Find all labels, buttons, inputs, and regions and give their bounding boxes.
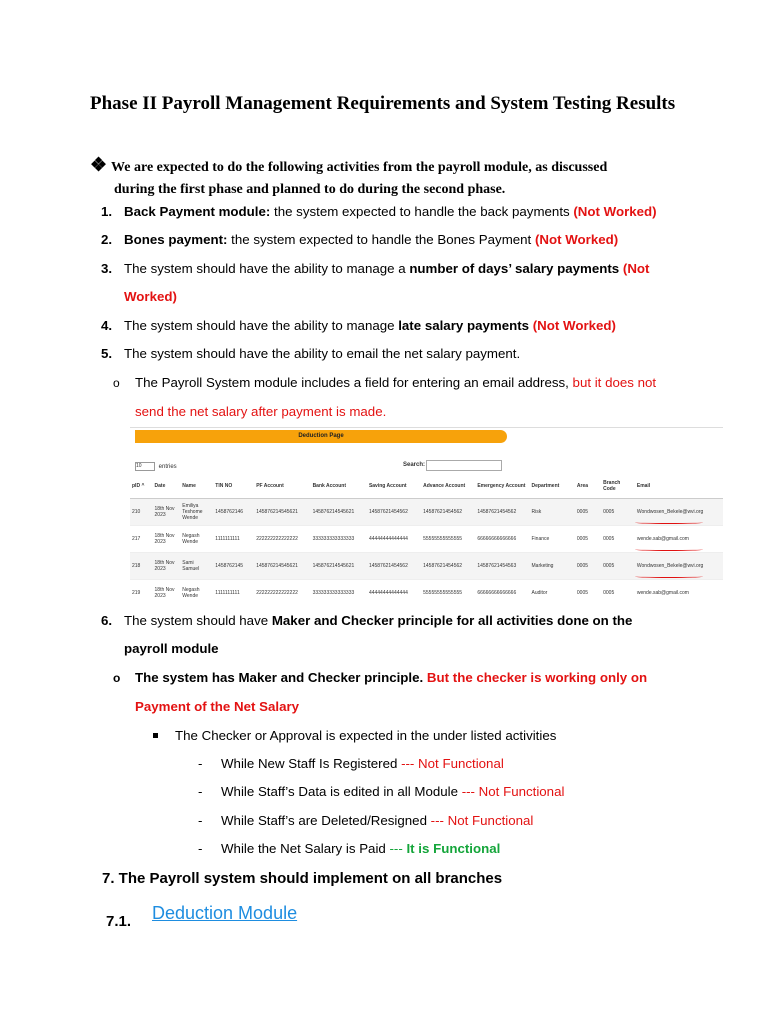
checker-text: The Checker or Approval is expected in the under listed activities: [175, 728, 557, 743]
activity-text: While Staff’s Data is edited in all Module: [221, 784, 462, 799]
table-header-row: [130, 474, 723, 499]
table-row: [130, 553, 723, 580]
sub-item-issue: But the checker is working only on: [426, 670, 648, 685]
table-cell: 18th Nov 2023: [153, 526, 181, 553]
table-cell: 14587621454563: [475, 553, 529, 580]
table-column-header: Date: [153, 474, 181, 499]
table-row: [130, 499, 723, 526]
item-number: 6.: [101, 613, 113, 628]
status-not-worked: (Not Worked): [573, 204, 657, 219]
table-column-header: TIN NO: [213, 474, 254, 499]
table-cell: 0005: [575, 553, 601, 580]
red-underline-annotation: [635, 575, 703, 578]
intro-paragraph: [90, 155, 710, 201]
sub-item-issue: but it does not: [572, 375, 657, 390]
table-cell: 55555555555555: [421, 526, 475, 553]
email-cell: Wondwosen_Bekele@wvi.org: [635, 499, 723, 526]
table-column-header: Advance Account: [421, 474, 475, 499]
table-row: [130, 526, 723, 553]
table-cell: 145876214545621: [311, 499, 367, 526]
table-cell: 222222222222222: [254, 526, 310, 553]
item-text: the system expected to handle the back payments: [270, 204, 574, 219]
dash-bullet: -: [198, 784, 203, 799]
table-column-header: Branch Code: [601, 474, 635, 499]
table-cell: 333333333333333: [311, 526, 367, 553]
item-heading: Maker and Checker principle for all activities done on the: [271, 613, 633, 628]
table-cell: 55555555555555: [421, 580, 475, 604]
table-body: [130, 499, 723, 604]
sub-item-issue-cont: send the net salary after payment is made.: [135, 404, 387, 419]
email-cell: Wondwosen_Bekele@wvi.org: [635, 553, 723, 580]
item-number: 3.: [101, 261, 113, 276]
intro-line-1: We are expected to do the following activities from the payroll module, as discussed: [111, 160, 608, 175]
circle-bullet: o: [113, 376, 120, 390]
list-item-6-cont: payroll module: [124, 641, 219, 656]
table-cell: Negash Wende: [180, 526, 213, 553]
circle-bullet: o: [113, 671, 121, 685]
table-cell: 14587621454562: [367, 553, 421, 580]
table-cell: 0005: [601, 553, 635, 580]
red-underline-annotation: [635, 602, 703, 603]
item-number: 2.: [101, 232, 113, 247]
item-number: 5.: [101, 346, 113, 361]
status-not-worked: (Not Worked): [534, 232, 619, 247]
table-cell: 0005: [601, 526, 635, 553]
item-number: 1.: [101, 204, 113, 219]
table-cell: 14587621454562: [475, 499, 529, 526]
table-column-header: Department: [530, 474, 575, 499]
sub-item-text: The Payroll System module includes a field for entering an email address,: [135, 375, 573, 390]
table-cell: 222222222222222: [254, 580, 310, 604]
deduction-module-link[interactable]: Deduction Module: [152, 903, 298, 923]
table-cell: Finance: [530, 526, 575, 553]
table-column-header: PF Account: [254, 474, 310, 499]
table-cell: 1111111111: [213, 580, 254, 604]
item-heading: Bones payment:: [124, 232, 228, 247]
entries-label: entries: [158, 464, 177, 471]
deduction-table: [130, 474, 723, 603]
status-not-worked: (Not: [622, 261, 650, 276]
table-cell: 145876214545621: [254, 499, 310, 526]
section-7-1-number: 7.1.: [106, 913, 132, 930]
table-column-header: Saving Account: [367, 474, 421, 499]
table-cell: Sami Samuel: [180, 553, 213, 580]
sub-item-text: The system has Maker and Checker principle.: [135, 670, 427, 685]
table-cell: 44444444444444: [367, 580, 421, 604]
item-heading: late salary payments: [398, 318, 530, 333]
item-text: The system should have the ability to manage: [124, 318, 399, 333]
activity-status: --- Not Functional: [430, 813, 534, 828]
table-cell: 0005: [575, 526, 601, 553]
table-cell: Emiliya Teshome Wende: [180, 499, 213, 526]
item-text: The system should have the ability to manage a: [124, 261, 410, 276]
table-cell: 0005: [575, 499, 601, 526]
deduction-page-screenshot: [130, 427, 723, 603]
table-cell: 66666666666666: [475, 580, 529, 604]
table-column-header: pID ^: [130, 474, 153, 499]
search-input: [426, 460, 502, 471]
activity-text: While New Staff Is Registered: [221, 756, 402, 771]
table-cell: Marketing: [530, 553, 575, 580]
diamond-bullet-icon: ❖: [90, 155, 108, 176]
square-bullet-icon: [153, 733, 158, 738]
email-cell: wende.sab@gmail.com: [635, 580, 723, 604]
table-cell: 218: [130, 553, 153, 580]
table-row: [130, 580, 723, 604]
table-cell: Risk: [530, 499, 575, 526]
email-cell: wende.sab@gmail.com: [635, 526, 723, 553]
table-cell: 145876214545621: [311, 553, 367, 580]
table-column-header: Bank Account: [311, 474, 367, 499]
table-cell: 18th Nov 2023: [153, 553, 181, 580]
table-cell: 14587621454562: [421, 553, 475, 580]
table-cell: 0005: [575, 580, 601, 604]
activity-text: While Staff’s are Deleted/Resigned: [221, 813, 431, 828]
dash-bullet: -: [198, 813, 203, 828]
item-text: the system expected to handle the Bones Payment: [227, 232, 535, 247]
table-cell: 1458762145: [213, 553, 254, 580]
table-cell: 0005: [601, 499, 635, 526]
table-cell: 14587621454562: [367, 499, 421, 526]
list-item-3-cont: [124, 288, 177, 306]
table-cell: 66666666666666: [475, 526, 529, 553]
item-text: The system should have: [124, 613, 272, 628]
table-cell: 44444444444444: [367, 526, 421, 553]
item-heading: number of days’ salary payments: [409, 261, 620, 276]
table-cell: 333333333333333: [311, 580, 367, 604]
table-cell: Negash Wende: [180, 580, 213, 604]
page-size-select: 10: [135, 462, 155, 471]
entries-selector: [133, 462, 177, 471]
section-7-heading: 7. The Payroll system should implement on all branches: [102, 870, 503, 887]
table-cell: 0005: [601, 580, 635, 604]
item-heading: Back Payment module:: [124, 204, 271, 219]
table-column-header: Name: [180, 474, 213, 499]
intro-line-2: during the first phase and planned to do during the second phase.: [114, 182, 506, 197]
item-text: The system should have the ability to email the net salary payment.: [124, 346, 521, 361]
activity-text: While the Net Salary is Paid: [221, 841, 390, 856]
activity-status-dash: ---: [389, 841, 407, 856]
table-cell: Auditor: [530, 580, 575, 604]
table-cell: 14587621454562: [421, 499, 475, 526]
activity-status: --- Not Functional: [401, 756, 504, 771]
table-column-header: Area: [575, 474, 601, 499]
table-cell: 219: [130, 580, 153, 604]
activity-status: --- Not Functional: [461, 784, 565, 799]
dash-bullet: -: [198, 841, 203, 856]
sub-item-issue-cont: Payment of the Net Salary: [135, 699, 300, 714]
table-cell: 217: [130, 526, 153, 553]
activity-status: It is Functional: [406, 841, 501, 856]
table-column-header: Email: [635, 474, 723, 499]
table-column-header: Emergency Account: [475, 474, 529, 499]
status-not-worked-cont: Worked): [124, 289, 177, 304]
table-cell: 145876214545621: [254, 553, 310, 580]
table-cell: 18th Nov 2023: [153, 499, 181, 526]
table-cell: 1111111111: [213, 526, 254, 553]
dash-bullet: -: [198, 756, 203, 771]
page-title: Phase II Payroll Management Requirements and System Testing Results: [90, 93, 676, 114]
table-cell: 210: [130, 499, 153, 526]
table-cell: 18th Nov 2023: [153, 580, 181, 604]
deduction-page-banner: Deduction Page: [135, 430, 507, 443]
red-underline-annotation: [635, 548, 703, 551]
red-underline-annotation: [635, 521, 703, 524]
status-not-worked: (Not Worked): [532, 318, 616, 333]
search-label: Search:: [403, 462, 426, 468]
item-number: 4.: [101, 318, 113, 333]
table-cell: 1458762146: [213, 499, 254, 526]
